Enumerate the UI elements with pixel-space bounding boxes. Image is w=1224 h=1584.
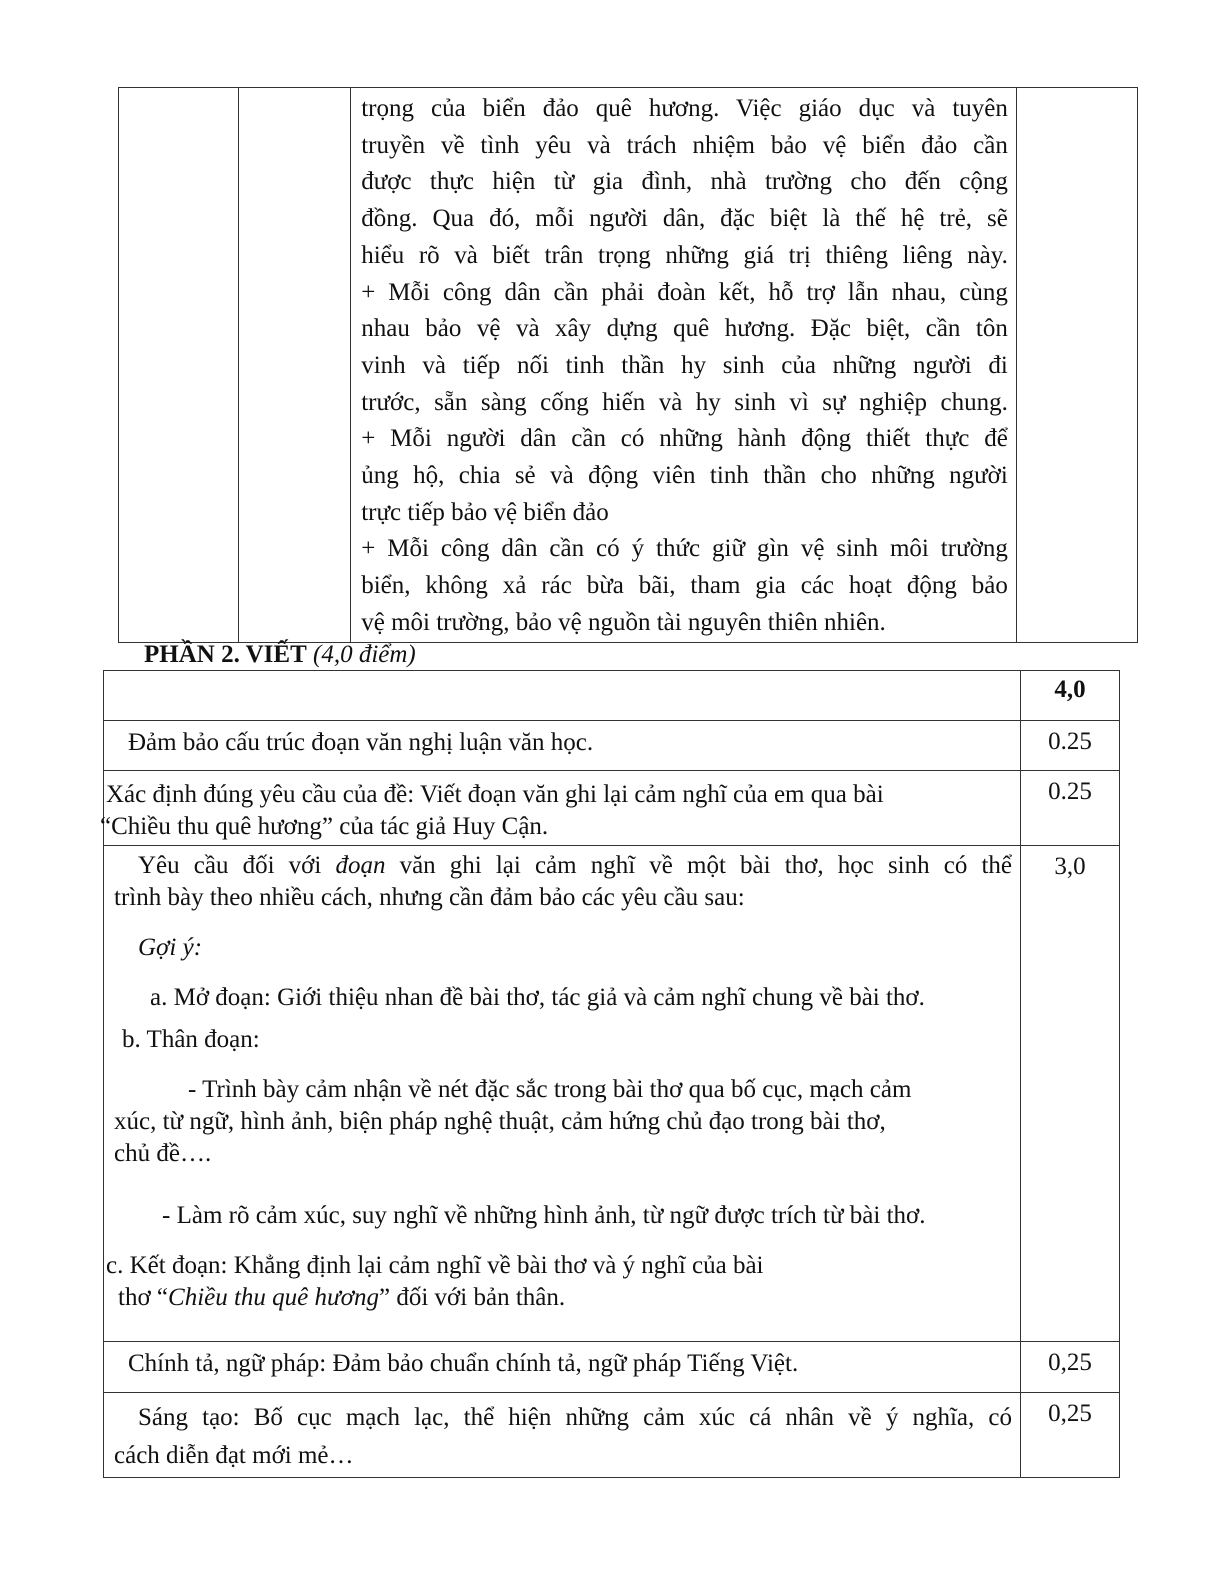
- structure-score: 0.25: [1048, 728, 1092, 755]
- hint-label: Gợi ý:: [138, 934, 203, 961]
- table-row: [104, 721, 1120, 771]
- answer-table-part2: [100, 670, 1120, 1478]
- content-criterion: [104, 846, 1020, 1314]
- section-title: PHẦN 2. VIẾT: [144, 641, 307, 668]
- part-b: b. Thân đoạn:: [122, 1026, 260, 1053]
- total-score: 4,0: [1054, 676, 1086, 703]
- content-line: trước, sẵn sàng cống hiến và hy sinh vì sự nghiệp chung.: [361, 388, 1008, 416]
- criteria-cell: [104, 1393, 1021, 1478]
- criteria-cell: [104, 1342, 1021, 1393]
- content-line: + Mỗi công dân cần có ý thức giữ gìn vệ sinh môi trường: [361, 535, 1008, 563]
- table-row: [104, 846, 1120, 1342]
- content-score: 3,0: [1054, 853, 1086, 880]
- requirement-criterion: [100, 771, 1020, 843]
- table-row: [104, 1393, 1120, 1478]
- content-intro-line2: trình bày theo nhiều cách, nhưng cần đảm bảo các yêu cầu sau:: [114, 884, 745, 911]
- col-score-cell: [1016, 88, 1137, 643]
- answer-table-part1: [118, 87, 1138, 643]
- content-line: truyền về tình yêu và trách nhiệm bảo vệ biển đảo cần: [361, 131, 1008, 159]
- content-line: biển, không xả rác bừa bãi, tham gia các hoạt động bảo: [361, 572, 1008, 600]
- content-line: nhau bảo vệ và xây dựng quê hương. Đặc biệt, cần tôn: [361, 315, 1008, 343]
- section-points: (4,0 điểm): [313, 641, 416, 668]
- content-line: + Mỗi công dân cần phải đoàn kết, hỗ trợ lẫn nhau, cùng: [361, 278, 1008, 306]
- creativity-criterion: [104, 1393, 1020, 1475]
- score-cell: [1021, 1393, 1120, 1478]
- intro-emphasis: đoạn: [335, 852, 386, 879]
- creativity-score: 0,25: [1048, 1400, 1092, 1427]
- requirement-score: 0.25: [1048, 778, 1092, 805]
- score-cell: [1021, 721, 1120, 771]
- content-line: trọng của biển đảo quê hương. Việc giáo dục và tuyên: [361, 95, 1008, 122]
- criteria-cell: [104, 846, 1021, 1342]
- spelling-score: 0,25: [1048, 1349, 1092, 1376]
- requirement-line: Xác định đúng yêu cầu của đề: Viết đoạn văn ghi lại cảm nghĩ của em qua bài: [106, 781, 884, 808]
- creativity-line: cách diễn đạt mới mẻ…: [114, 1442, 354, 1469]
- structure-criterion: Đảm bảo cấu trúc đoạn văn nghị luận văn học.: [128, 729, 594, 756]
- score-cell: [1021, 1342, 1120, 1393]
- intro-text: văn ghi lại cảm nghĩ về một bài thơ, học sinh có thể: [399, 852, 1013, 879]
- content-line: hiểu rõ và biết trân trọng những giá trị thiêng liêng này.: [361, 241, 1008, 269]
- part-c-line2: [114, 1282, 1012, 1314]
- content-line: trực tiếp bảo vệ biển đảo: [361, 498, 609, 526]
- poem-title: Chiều thu quê hương: [168, 1284, 380, 1311]
- content-paragraph: [351, 88, 1016, 642]
- content-line: + Mỗi người dân cần có những hành động thiết thực để: [361, 425, 1008, 453]
- score-cell: [1021, 771, 1120, 846]
- content-line: vệ môi trường, bảo vệ nguồn tài nguyên thiên nhiên.: [361, 608, 886, 636]
- content-line: ủng hộ, chia sẻ và động viên tinh thần cho những người: [361, 462, 1008, 490]
- criteria-cell: [100, 771, 1021, 846]
- section-heading: [144, 640, 416, 670]
- col-part-cell: [119, 88, 239, 643]
- col-question-cell: [239, 88, 351, 643]
- content-intro: [114, 850, 1012, 882]
- bullet-line: - Làm rõ cảm xúc, suy nghĩ về những hình ảnh, từ ngữ được trích từ bài thơ.: [162, 1202, 926, 1229]
- spelling-criterion: Chính tả, ngữ pháp: Đảm bảo chuẩn chính tả, ngữ pháp Tiếng Việt.: [128, 1350, 799, 1377]
- part-c-text: thơ “: [118, 1284, 169, 1311]
- requirement-line: “Chiều thu quê hương” của tác giả Huy Cận.: [100, 813, 549, 840]
- score-cell: [1021, 846, 1120, 1342]
- part-a: a. Mở đoạn: Giới thiệu nhan đề bài thơ, tác giả và cảm nghĩ chung về bài thơ.: [150, 984, 925, 1011]
- bullet-line: - Trình bày cảm nhận về nét đặc sắc trong bài thơ qua bố cục, mạch cảm: [188, 1076, 912, 1103]
- table-row: [104, 771, 1120, 846]
- bullet-line: chủ đề….: [114, 1140, 212, 1167]
- creativity-line: Sáng tạo: Bố cục mạch lạc, thể hiện những cảm xúc cá nhân về ý nghĩa, có: [138, 1404, 1012, 1431]
- content-line: vinh và tiếp nối tinh thần hy sinh của những người đi: [361, 351, 1008, 379]
- bullet-line: xúc, từ ngữ, hình ảnh, biện pháp nghệ thuật, cảm hứng chủ đạo trong bài thơ,: [114, 1108, 886, 1135]
- content-line: đồng. Qua đó, mỗi người dân, đặc biệt là thế hệ trẻ, sẽ: [361, 205, 1008, 233]
- criteria-cell: [104, 721, 1021, 771]
- score-cell: [1021, 671, 1120, 721]
- criteria-cell: [104, 671, 1021, 721]
- table-row: [104, 1342, 1120, 1393]
- content-line: được thực hiện từ gia đình, nhà trường cho đến cộng: [361, 168, 1008, 196]
- intro-text: Yêu cầu đối với: [138, 852, 322, 879]
- part-c-text: ” đối với bản thân.: [379, 1284, 566, 1311]
- part-c: c. Kết đoạn: Khẳng định lại cảm nghĩ về bài thơ và ý nghĩ của bài: [106, 1252, 764, 1279]
- table-row: [104, 671, 1120, 721]
- col-content-cell: [351, 88, 1017, 643]
